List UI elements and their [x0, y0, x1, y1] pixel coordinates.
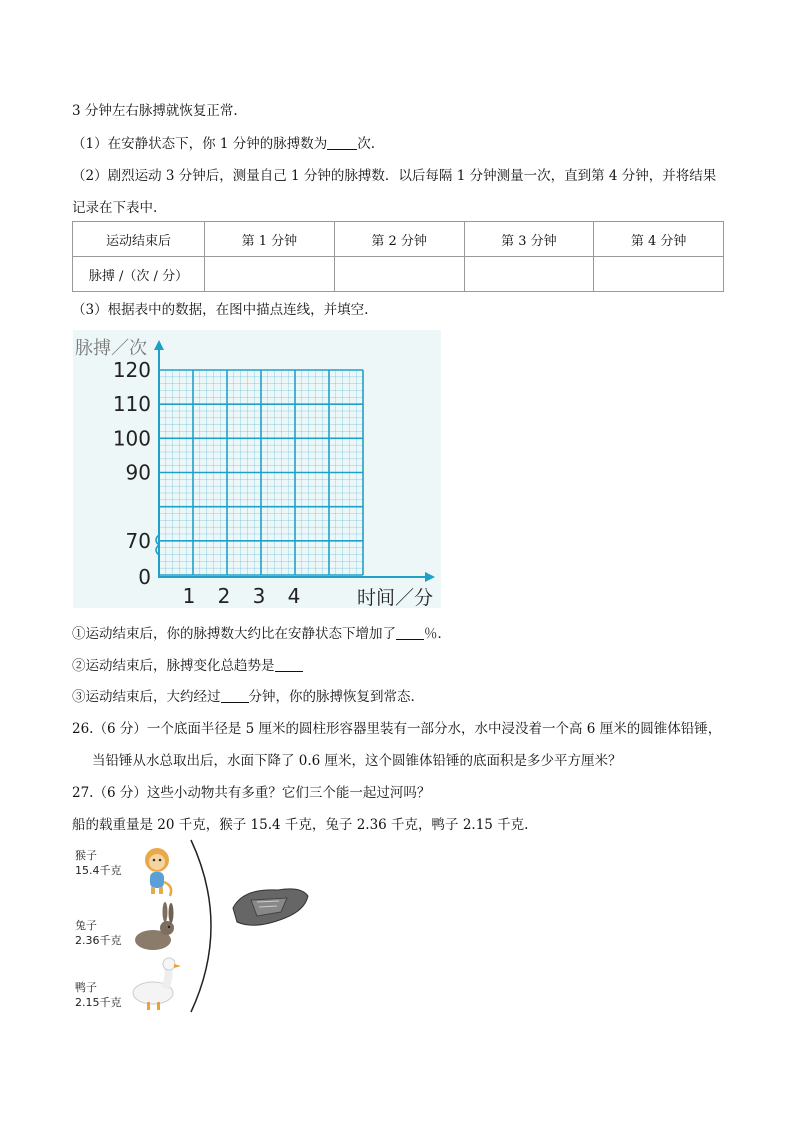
answer-blank-trend[interactable] [275, 657, 303, 672]
table-row [73, 257, 724, 292]
answer-blank-rest-pulse[interactable] [327, 135, 357, 150]
y-tick-label: 110 [112, 392, 151, 417]
x-tick-label: 1 [182, 584, 196, 608]
animal-label-rabbit: 兔子 2.36千克 [75, 919, 122, 947]
question-2-line2: 记录在下表中. [72, 200, 158, 216]
table-input-cell[interactable] [464, 257, 594, 292]
y-tick-label: 100 [112, 426, 151, 451]
problem-27-data: 船的载重量是 20 千克，猴子 15.4 千克，兔子 2.36 千克，鸭子 2.15 千克. [72, 817, 529, 833]
y-tick-label: 70 [125, 528, 151, 553]
y-axis-arrow [154, 340, 164, 350]
y-tick-label: 120 [112, 358, 151, 382]
question-3: （3）根据表中的数据，在图中描点连线，并填空. [72, 302, 369, 318]
sub-question-3: ③运动结束后，大约经过 分钟，你的脉搏恢复到常态. [72, 689, 415, 705]
answer-blank-minutes[interactable] [221, 688, 249, 703]
problem-27: 27.（6 分）这些小动物共有多重？它们三个能一起过河吗？ [72, 785, 431, 801]
sub-question-2: ②运动结束后，脉搏变化总趋势是 [72, 657, 303, 675]
pulse-record-table [72, 221, 724, 292]
monkey-icon [145, 848, 171, 896]
duck-icon [133, 958, 181, 1010]
problem-26-line1: 26.（6 分）一个底面半径是 5 厘米的圆柱形容器里装有一部分水，水中浸没着一个高 6 厘米的圆锥体铅锤， [72, 721, 722, 737]
x-tick-label: 3 [252, 584, 266, 608]
table-input-cell[interactable] [205, 257, 335, 292]
question-2-line1: （2）剧烈运动 3 分钟后，测量自己 1 分钟的脉搏数．以后每隔 1 分钟测量一次，直到第 4 分钟，并将结果 [72, 168, 717, 184]
continued-text: 3 分钟左右脉搏就恢复正常. [72, 103, 238, 119]
table-header-cell: 第 1 分钟 [205, 222, 335, 257]
x-axis-arrow [425, 572, 435, 582]
table-header-cell: 第 4 分钟 [594, 222, 724, 257]
sub-question-1: ①运动结束后，你的脉搏数大约比在安静状态下增加了 ％． [72, 626, 451, 642]
question-1: （1）在安静状态下，你 1 分钟的脉搏数为 次. [72, 136, 376, 152]
y-axis-label: 脉搏／次 [75, 338, 147, 359]
animal-label-duck: 鸭子 2.15千克 [75, 981, 122, 1009]
pulse-chart[interactable] [73, 330, 441, 608]
table-header-cell: 运动结束后 [73, 222, 205, 257]
table-input-cell[interactable] [594, 257, 724, 292]
table-header-cell: 第 2 分钟 [334, 222, 464, 257]
animal-label-monkey: 猴子 15.4千克 [75, 849, 122, 877]
bracket-curve [191, 840, 211, 1012]
pulse-chart-svg[interactable] [73, 330, 441, 608]
table-header-cell: 第 3 分钟 [464, 222, 594, 257]
table-input-cell[interactable] [334, 257, 464, 292]
boat-icon [233, 889, 308, 925]
animals-illustration [73, 838, 313, 1013]
y-tick-label: 90 [125, 460, 151, 485]
answer-blank-percent[interactable] [396, 625, 424, 640]
problem-26-line2: 当铅锤从水总取出后，水面下降了 0.6 厘米，这个圆锥体铅锤的底面积是多少平方厘米？ [92, 753, 622, 769]
table-header-row [73, 222, 724, 257]
rabbit-icon [135, 902, 174, 950]
x-tick-label: 2 [217, 584, 231, 608]
x-tick-label: 4 [287, 584, 301, 608]
table-row-label: 脉搏 /（次 / 分） [73, 257, 205, 292]
y-tick-label: 0 [138, 565, 151, 589]
x-axis-label: 时间／分 [357, 587, 434, 608]
animals-drawing [73, 838, 313, 1013]
